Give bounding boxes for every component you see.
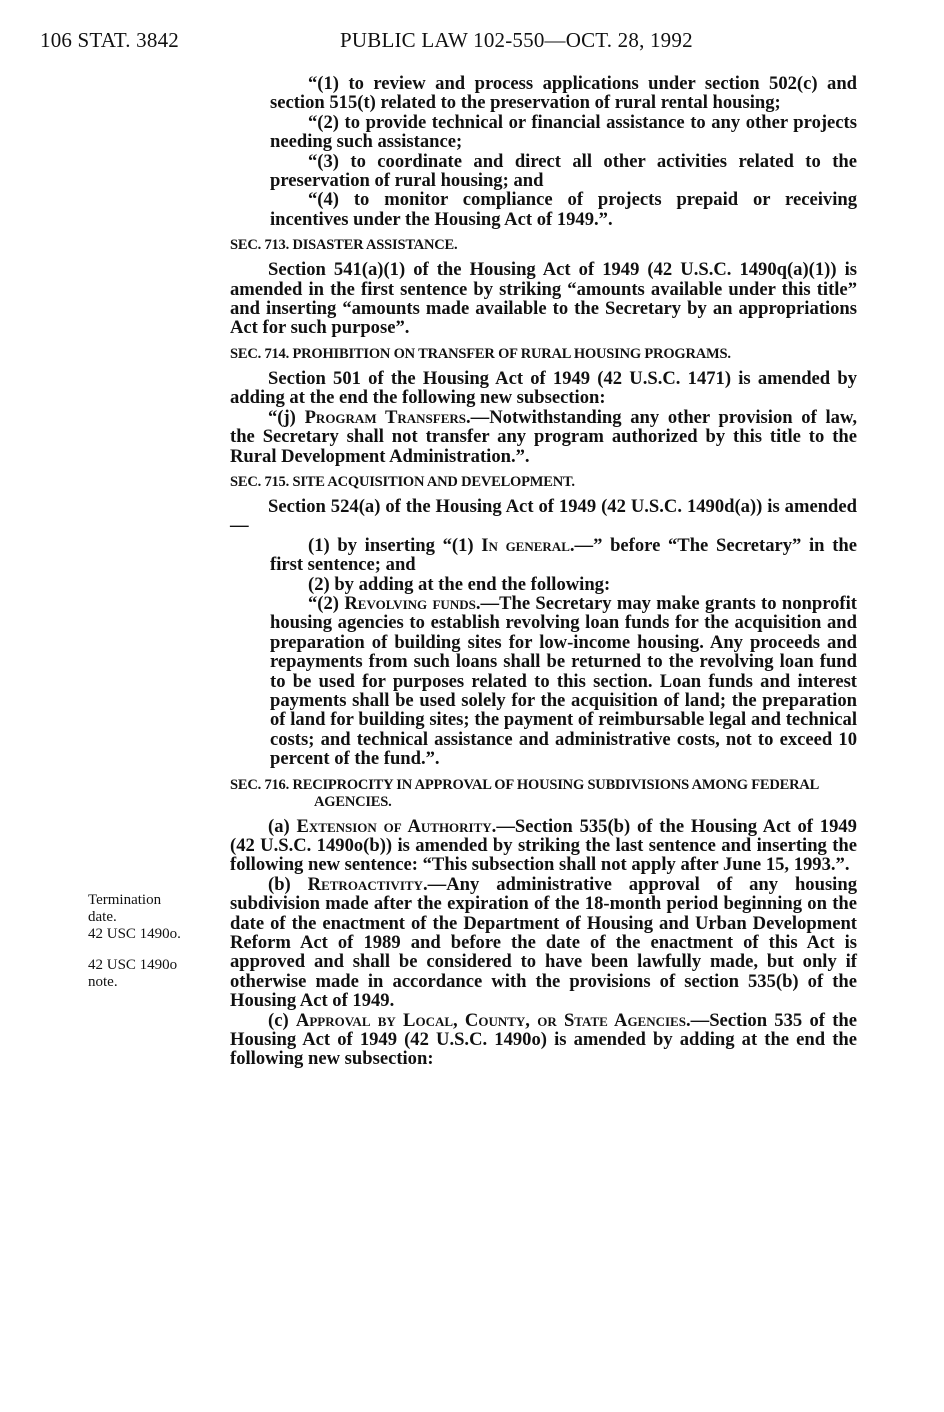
margin-note-line: date.	[88, 909, 117, 925]
section-714-subsection	[230, 408, 857, 466]
section-713-text: Section 541(a)(1) of the Housing Act of 1949 (42 U.S.C. 1490q(a)(1)) is amended in the first sentence by striking “amounts available under this title” and inserting “amounts made available to the Secretary by an appropriations Act for such purpose”.	[230, 259, 857, 339]
section-715-item-1	[230, 536, 857, 575]
subsection-label: Extension of Authority	[296, 815, 492, 837]
section-715-item-2: (2) by adding at the end the following:	[308, 573, 611, 595]
item-2: “(2) to provide technical or financial assistance to any other projects needing such assistance;	[270, 111, 857, 153]
item-label: In general	[481, 534, 570, 556]
section-716-b	[230, 875, 857, 1011]
section-716-heading: SEC. 716. RECIPROCITY IN APPROVAL OF HOUSING SUBDIVISIONS AMONG FEDERAL AGENCIES.	[230, 776, 819, 810]
section-716-c	[230, 1011, 857, 1069]
subsection-label: Program Transfers	[304, 406, 466, 428]
subsection-prefix: (a)	[268, 815, 297, 837]
margin-note-termination	[88, 892, 208, 943]
section-715-text: Section 524(a) of the Housing Act of 1949 (42 U.S.C. 1490d(a)) is amended—	[230, 495, 857, 537]
document-body	[230, 74, 857, 1069]
section-714-heading: SEC. 714. PROHIBITION ON TRANSFER OF RURAL HOUSING PROGRAMS.	[230, 345, 731, 362]
subsection-text: .—Notwithstanding any other provision of law, the Secretary shall not transfer any program authorized by this title to the Rural Development Administration.”.	[230, 406, 857, 467]
margin-note-usc	[88, 957, 208, 991]
section-715-revolving-funds	[230, 594, 857, 769]
subsection-label: Retroactivity	[307, 873, 423, 895]
subsection-label: Approval by Local, County, or State Agencies	[295, 1009, 686, 1031]
margin-note-line: Termination	[88, 892, 162, 908]
stat-page-number: 106 STAT. 3842	[40, 28, 179, 52]
subsection-text: .—Section 535 of the Housing Act of 1949 (42 U.S.C. 1490o) is amended by adding at the end the following new subsection:	[230, 1009, 857, 1070]
subsection-prefix: (b)	[268, 873, 308, 895]
item-4: “(4) to monitor compliance of projects prepaid or receiving incentives under the Housing Act of 1949.”.	[270, 189, 857, 230]
margin-note-line: note.	[88, 974, 118, 990]
item-prefix: (1) by inserting “(1)	[308, 534, 482, 556]
item-1: “(1) to review and process applications under section 502(c) and section 515(t) related to the preservation of rural rental housing;	[270, 73, 857, 114]
item-suffix: .—” before “The Secretary” in the first sentence; and	[270, 534, 857, 576]
margin-note-line: 42 USC 1490o.	[88, 926, 181, 942]
public-law-title: PUBLIC LAW 102-550—OCT. 28, 1992	[340, 28, 693, 52]
subsection-prefix: “(j)	[268, 406, 305, 428]
section-716-a	[230, 817, 857, 875]
margin-notes	[88, 892, 208, 1005]
item-text: .—The Secretary may make grants to nonprofit housing agencies to establish revolving loan funds for the acquisition and preparation of building sites for low-income housing. Any proceeds and repayments from such loans shall be returned to the revolving loan fund to be used for purposes related to this section. Loan funds and interest payments shall be used solely for the acquisition of land; the preparation of land for building sites; the payment of reimbursable legal and technical costs; and technical assistance and administrative costs, not to exceed 10 percent of the fund.”.	[270, 592, 857, 770]
margin-note-line: 42 USC 1490o	[88, 957, 178, 973]
section-714-text: Section 501 of the Housing Act of 1949 (42 U.S.C. 1471) is amended by adding at the end the following new subsection:	[230, 367, 857, 409]
subsection-text: .—Any administrative approval of any housing subdivision made after the expiration of the 18-month period beginning on the date of the enactment of the Department of Housing and Urban Development Reform Act of 1989 and before the date of the enactment of this Act is approved and shall be considered to have been lawfully made, but only if otherwise made in accordance with the provisions of section 535(b) of the Housing Act of 1949.	[230, 873, 857, 1012]
section-715-heading: SEC. 715. SITE ACQUISITION AND DEVELOPMENT.	[230, 473, 575, 490]
subsection-prefix: (c)	[268, 1009, 296, 1031]
item-prefix: “(2)	[308, 592, 345, 614]
item-3: “(3) to coordinate and direct all other activities related to the preservation of rural housing; and	[270, 150, 857, 192]
subsection-text: .—Section 535(b) of the Housing Act of 1949 (42 U.S.C. 1490o(b)) is amended by striking the last sentence and inserting the following new sentence: “This subsection shall not apply after June 15, 1993.”.	[230, 815, 857, 876]
item-label: Revolving funds	[344, 592, 476, 614]
section-713-heading: SEC. 713. DISASTER ASSISTANCE.	[230, 237, 458, 254]
